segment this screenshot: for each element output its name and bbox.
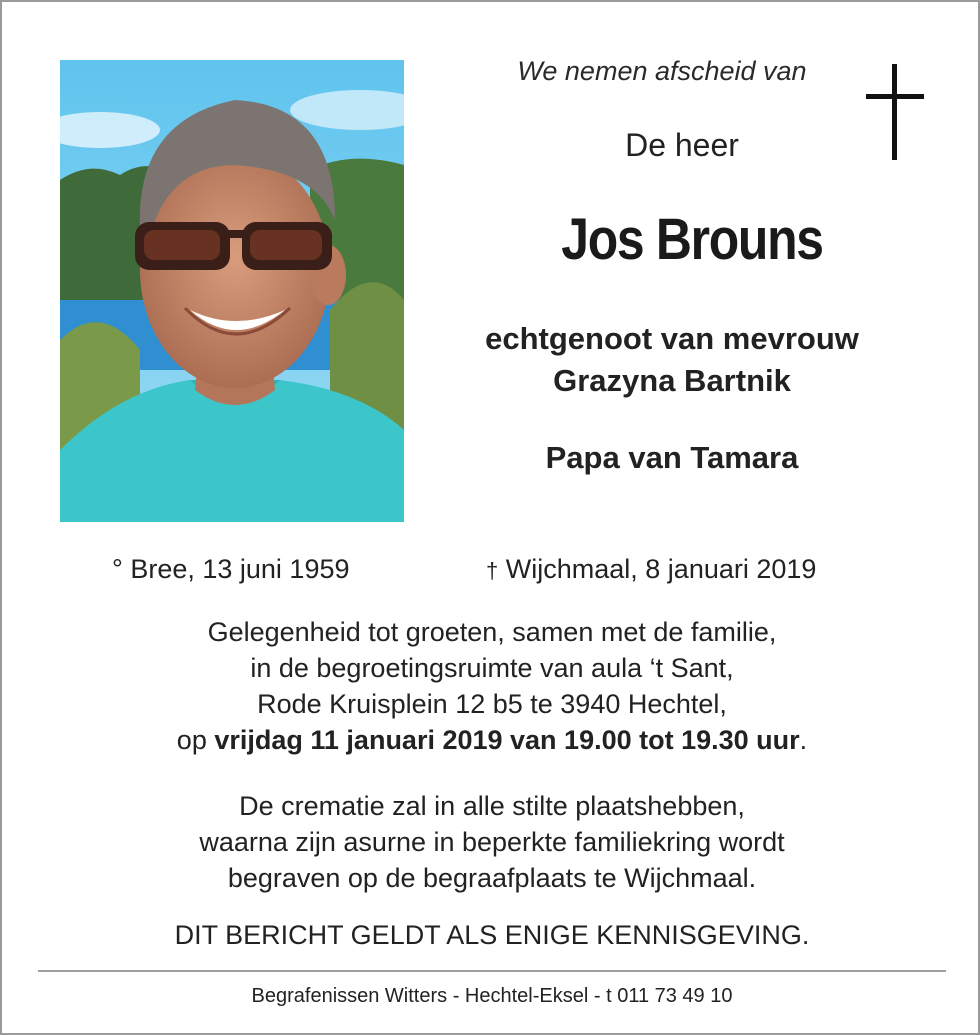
- relation-line-1: echtgenoot van mevrouw: [485, 321, 859, 356]
- cremation-line-2: waarna zijn asurne in beperkte familiekring wordt: [199, 827, 785, 857]
- visitation-suffix: .: [799, 725, 808, 755]
- cremation-paragraph: [42, 788, 942, 896]
- intro-text: We nemen afscheid van: [517, 56, 807, 86]
- cremation-line-3: begraven op de begraafplaats te Wijchmaal.: [227, 863, 757, 893]
- death-info: [486, 554, 816, 585]
- visitation-datetime: vrijdag 11 januari 2019 van 19.00 tot 19.30 uur: [214, 725, 800, 755]
- title-prefix: De heer: [625, 127, 739, 163]
- divider: [38, 970, 946, 972]
- birth-symbol: °: [112, 554, 123, 584]
- visitation-paragraph: [42, 614, 942, 758]
- visitation-line-3: Rode Kruisplein 12 b5 te 3940 Hechtel,: [257, 689, 727, 719]
- deceased-name: Jos Brouns: [561, 207, 823, 272]
- death-text: Wijchmaal, 8 januari 2019: [505, 554, 817, 584]
- portrait-photo: [60, 60, 404, 522]
- funeral-home-footer: Begrafenissen Witters - Hechtel-Eksel - t 011 73 49 10: [251, 985, 733, 1007]
- papa-line: Papa van Tamara: [545, 440, 799, 475]
- relation-text: [432, 318, 912, 402]
- visitation-line-1: Gelegenheid tot groeten, samen met de familie,: [207, 617, 777, 647]
- cremation-line-1: De crematie zal in alle stilte plaatshebben,: [239, 791, 745, 821]
- visitation-line-2: in de begroetingsruimte van aula ‘t Sant,: [250, 653, 734, 683]
- visitation-line-4: [42, 722, 942, 758]
- birth-info: [112, 554, 350, 585]
- visitation-prefix: op: [176, 725, 207, 755]
- notice-statement: DIT BERICHT GELDT ALS ENIGE KENNISGEVING.: [174, 920, 810, 950]
- death-symbol: †: [486, 558, 499, 583]
- birth-text: Bree, 13 juni 1959: [130, 554, 350, 584]
- relation-line-2: Grazyna Bartnik: [553, 363, 791, 398]
